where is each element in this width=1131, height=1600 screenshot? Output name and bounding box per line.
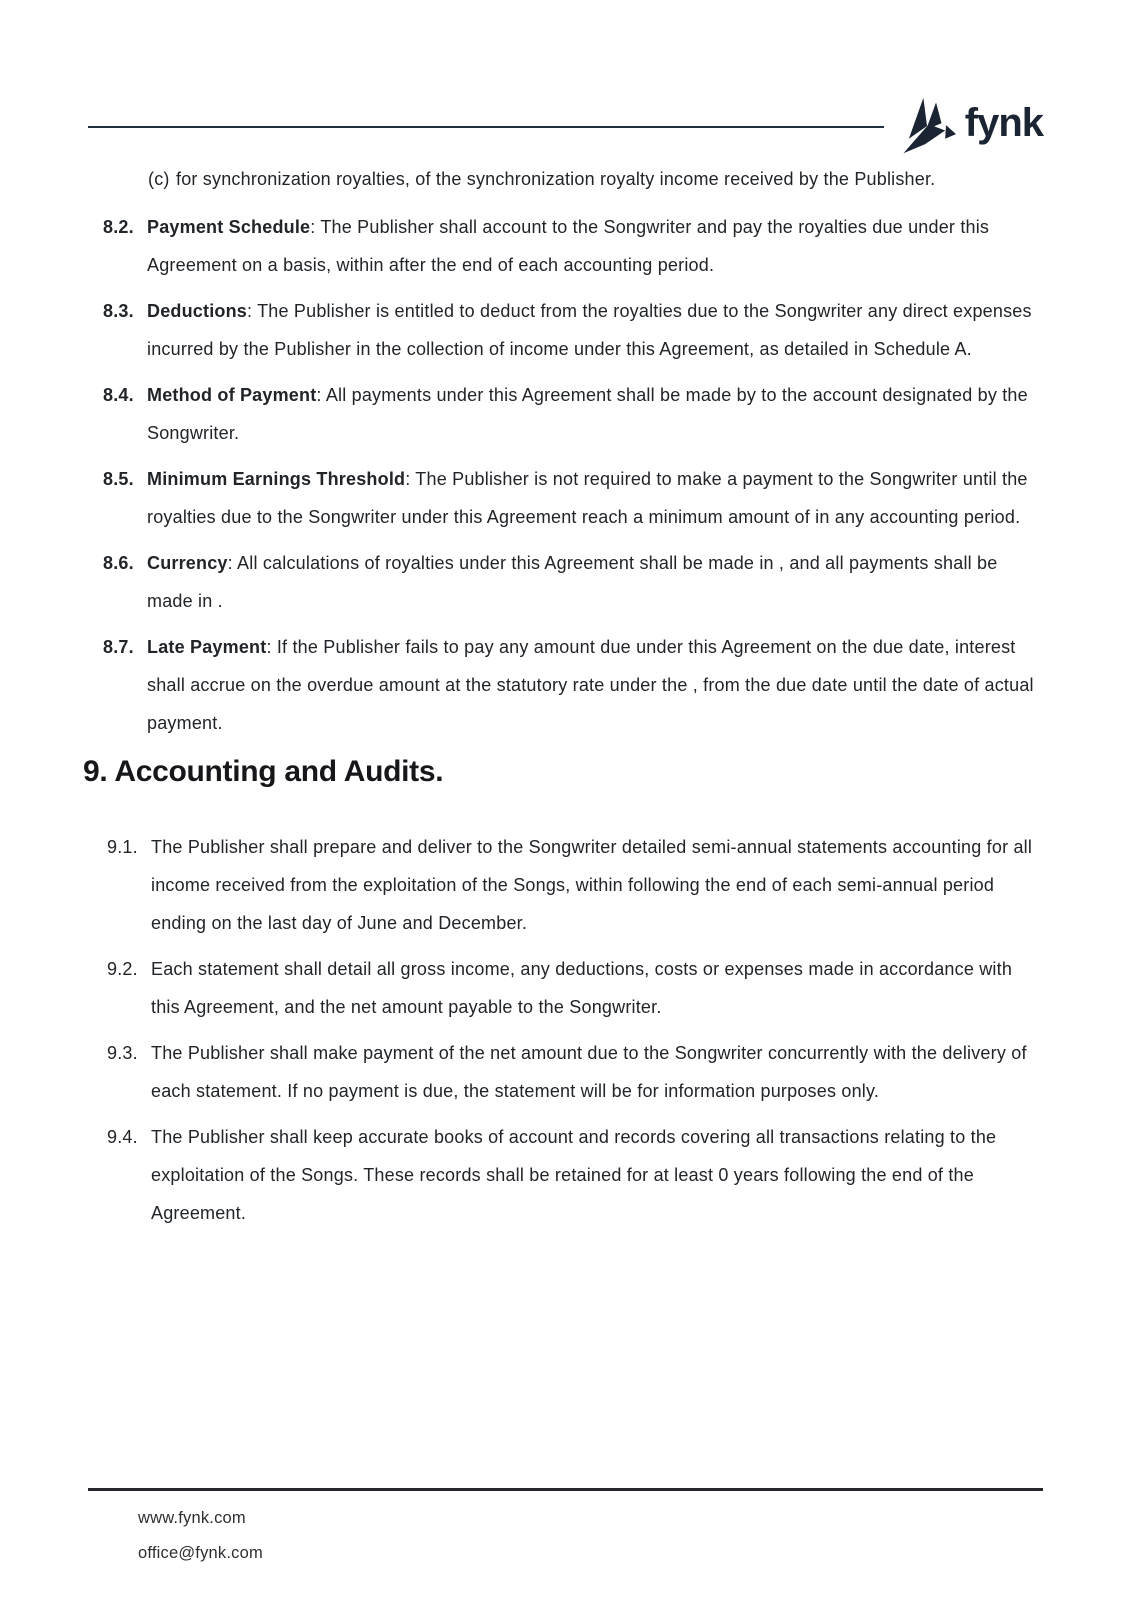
item-number: 9.3. (107, 1043, 138, 1063)
list-item-8-5 (88, 460, 1043, 536)
clause-item-c (148, 160, 1043, 198)
list-item-9-4 (88, 1118, 1043, 1232)
item-label: Payment Schedule (147, 217, 311, 237)
item-text (147, 628, 1043, 742)
item-body-text: : The Publisher shall account to the Songwriter and pay the royalties due under this Agreement on a basis, within after the end of each accounting period. (147, 217, 990, 275)
page-header (88, 92, 1043, 160)
item-text (147, 376, 1043, 452)
list-item-9-2 (88, 950, 1043, 1026)
list-item-8-4 (88, 376, 1043, 452)
header-rule (88, 126, 884, 128)
list-item-8-6 (88, 544, 1043, 620)
list-item-9-3 (88, 1034, 1043, 1110)
list-item-8-7 (88, 628, 1043, 742)
item-body-text: : All payments under this Agreement shall be made by to the account designated by the Songwriter. (147, 385, 1028, 443)
clause-marker: (c) (148, 169, 170, 189)
item-text (147, 544, 1043, 620)
fynk-logo-text: fynk (964, 101, 1043, 145)
item-body-text: : The Publisher is not required to make a payment to the Songwriter until the royalties due to the Songwriter under this Agreement reach a minimum amount of in any accounting period. (147, 469, 1028, 527)
item-text (147, 460, 1043, 536)
footer-email: office@fynk.com (138, 1544, 263, 1562)
item-number: 8.6. (103, 553, 134, 573)
footer-website: www.fynk.com (138, 1509, 246, 1527)
item-label: Late Payment (147, 637, 267, 657)
section-heading: 9. Accounting and Audits. (83, 755, 444, 788)
item-number: 8.4. (103, 385, 134, 405)
item-text (147, 208, 1043, 284)
origami-bird-icon (898, 97, 956, 155)
footer-links (138, 1501, 1043, 1571)
item-number: 9.4. (107, 1127, 138, 1147)
item-body-text: : All calculations of royalties under this Agreement shall be made in , and all payments shall be made in . (147, 553, 998, 611)
list-item-8-2 (88, 208, 1043, 284)
item-number: 9.2. (107, 959, 138, 979)
item-text: The Publisher shall make payment of the net amount due to the Songwriter concurrently with the delivery of each statement. If no payment is due, the statement will be for information purposes only. (151, 1043, 1027, 1101)
item-text: The Publisher shall keep accurate books of account and records covering all transactions relating to the exploitation of the Songs. These records shall be retained for at least 0 years following the end of the Agreement. (151, 1127, 997, 1223)
item-label: Method of Payment (147, 385, 317, 405)
item-body-text: : If the Publisher fails to pay any amount due under this Agreement on the due date, interest shall accrue on the overdue amount at the statutory rate under the , from the due date until the date of actual payment. (147, 637, 1034, 733)
item-number: 8.2. (103, 217, 134, 237)
item-number: 9.1. (107, 837, 138, 857)
list-item-9-1 (88, 828, 1043, 942)
clause-text: for synchronization royalties, of the synchronization royalty income received by the Publisher. (176, 169, 936, 189)
fynk-logo (898, 97, 1043, 155)
item-number: 8.7. (103, 637, 134, 657)
footer-rule (88, 1488, 1043, 1491)
item-label: Deductions (147, 301, 248, 321)
item-text (147, 292, 1043, 368)
page-footer (88, 1488, 1043, 1571)
item-text: The Publisher shall prepare and deliver to the Songwriter detailed semi-annual statements accounting for all income received from the exploitation of the Songs, within following the end of each semi-annual period ending on the last day of June and December. (151, 837, 1033, 933)
list-item-8-3 (88, 292, 1043, 368)
item-body-text: : The Publisher is entitled to deduct from the royalties due to the Songwriter any direct expenses incurred by the Publisher in the collection of income under this Agreement, as detailed in Schedule A. (147, 301, 1032, 359)
item-label: Currency (147, 553, 228, 573)
item-label: Minimum Earnings Threshold (147, 469, 406, 489)
item-text: Each statement shall detail all gross income, any deductions, costs or expenses made in accordance with this Agreement, and the net amount payable to the Songwriter. (151, 959, 1013, 1017)
item-number: 8.5. (103, 469, 134, 489)
item-number: 8.3. (103, 301, 134, 321)
